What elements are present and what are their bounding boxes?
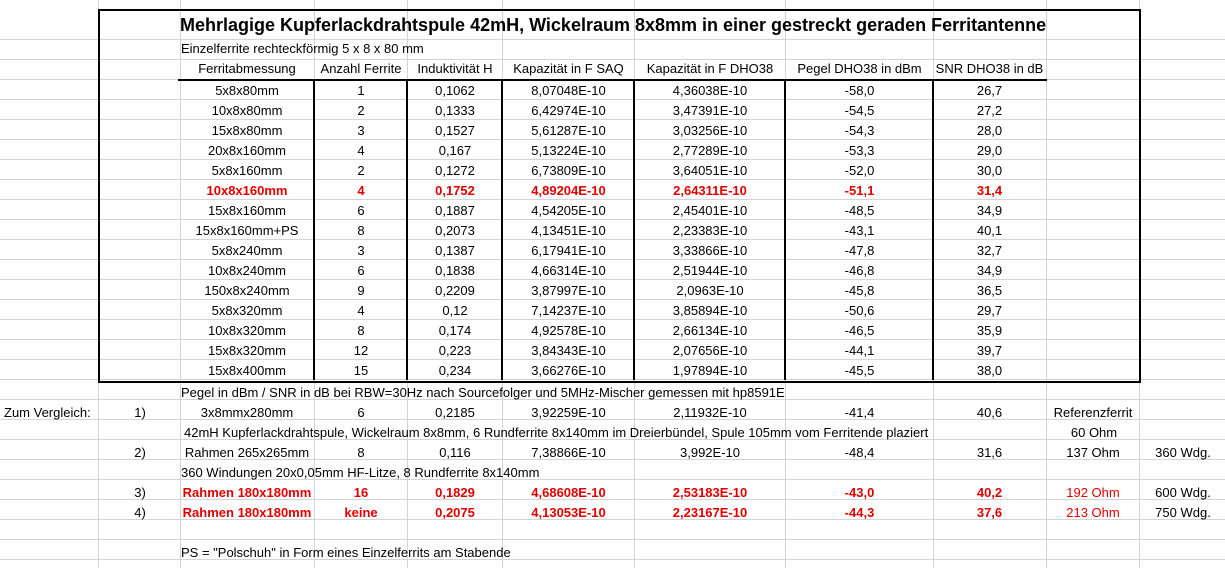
cell-kapazitaet-saq: 6,42974E-10 — [531, 103, 606, 118]
cell-anzahl: 6 — [357, 263, 365, 278]
cell-snr: 31,4 — [976, 183, 1003, 198]
cell-kapazitaet-dho38: 2,64311E-10 — [673, 183, 747, 198]
cell-induktivitaet: 0,167 — [438, 143, 472, 158]
compare-cell-kapazitaet-saq: 4,13053E-10 — [531, 505, 606, 520]
cell-snr: 39,7 — [976, 343, 1003, 358]
cell-kapazitaet-saq: 4,66314E-10 — [531, 263, 606, 278]
cell-kapazitaet-dho38: 2,0963E-10 — [676, 283, 744, 298]
cell-ferritabmessung: 5x8x80mm — [215, 83, 279, 98]
cell-induktivitaet: 0,1752 — [435, 183, 475, 198]
cell-anzahl: 12 — [353, 343, 369, 358]
cell-pegel: -51,1 — [844, 183, 875, 198]
compare-cell-kapazitaet-dho38: 2,23167E-10 — [672, 505, 748, 520]
compare-number: 3) — [134, 485, 146, 500]
cell-kapazitaet-saq: 8,07048E-10 — [531, 83, 606, 98]
cell-induktivitaet: 0,1527 — [435, 123, 475, 138]
cell-snr: 29,0 — [976, 143, 1003, 158]
compare-number: 1) — [134, 405, 146, 420]
cell-anzahl: 2 — [357, 103, 365, 118]
cell-pegel: -45,8 — [844, 283, 875, 298]
cell-kapazitaet-saq: 5,13224E-10 — [531, 143, 606, 158]
cell-ferritabmessung: 5x8x160mm — [211, 163, 283, 178]
cell-anzahl: 3 — [357, 123, 365, 138]
compare-number: 2) — [134, 445, 146, 460]
cell-kapazitaet-dho38: 1,97894E-10 — [672, 363, 748, 378]
cell-anzahl: 4 — [357, 303, 365, 318]
header-kapazitaet-dho38: Kapazität in F DHO38 — [646, 61, 774, 76]
cell-kapazitaet-saq: 7,14237E-10 — [531, 303, 606, 318]
footnote: PS = "Polschuh" in Form eines Einzelferrits am Stabende — [181, 545, 511, 560]
cell-induktivitaet: 0,223 — [438, 343, 472, 358]
compare-cell-induktivitaet: 0,116 — [439, 445, 471, 460]
cell-ferritabmessung: 10x8x160mm — [206, 183, 288, 198]
header-snr: SNR DHO38 in dB — [935, 61, 1044, 76]
cell-pegel: -52,0 — [844, 163, 875, 178]
compare-cell-kapazitaet-dho38: 2,53183E-10 — [672, 485, 748, 500]
cell-pegel: -58,0 — [844, 83, 875, 98]
cell-ferritabmessung: 20x8x160mm — [207, 143, 287, 158]
cell-anzahl: 9 — [357, 283, 365, 298]
cell-pegel: -46,8 — [844, 263, 875, 278]
cell-ferritabmessung: 5x8x320mm — [211, 303, 283, 318]
compare-cell-ferritabmessung: Rahmen 180x180mm — [182, 485, 312, 500]
cell-kapazitaet-dho38: 3,64051E-10 — [672, 163, 748, 178]
grid-row-line — [0, 539, 1225, 540]
cell-induktivitaet: 0,1838 — [435, 263, 475, 278]
compare-cell-pegel: -44,3 — [844, 505, 875, 520]
subtitle: Einzelferrite rechteckförmig 5 x 8 x 80 mm — [181, 41, 424, 56]
cell-kapazitaet-dho38: 2,45401E-10 — [672, 203, 748, 218]
cell-pegel: -54,3 — [844, 123, 875, 138]
compare-cell-induktivitaet: 0,2075 — [435, 505, 475, 520]
cell-kapazitaet-saq: 4,54205E-10 — [531, 203, 606, 218]
compare-cell-snr: 40,2 — [976, 485, 1003, 500]
cell-induktivitaet: 0,1272 — [435, 163, 475, 178]
cell-kapazitaet-dho38: 2,07656E-10 — [672, 343, 748, 358]
compare-cell-kapazitaet-saq: 3,92259E-10 — [531, 405, 606, 420]
note-reference-ferrite: 42mH Kupferlackdrahtspule, Wickelraum 8x8mm, 6 Rundferrite 8x140mm im Dreierbündel, Spule 105mm vom Ferritende plaziert — [184, 425, 929, 440]
compare-cell-ferritabmessung: Rahmen 180x180mm — [182, 505, 312, 520]
compare-ohm: 192 Ohm — [1066, 485, 1120, 500]
cell-kapazitaet-dho38: 3,85894E-10 — [672, 303, 748, 318]
cell-kapazitaet-saq: 5,61287E-10 — [531, 123, 606, 138]
cell-anzahl: 15 — [353, 363, 369, 378]
compare-cell-pegel: -43,0 — [844, 485, 875, 500]
cell-pegel: -45,5 — [844, 363, 875, 378]
cell-snr: 35,9 — [976, 323, 1003, 338]
cell-snr: 34,9 — [976, 203, 1003, 218]
cell-pegel: -47,8 — [844, 243, 875, 258]
cell-pegel: -43,1 — [844, 223, 875, 238]
compare-cell-anzahl: 6 — [357, 405, 365, 420]
compare-windings: 360 Wdg. — [1155, 445, 1211, 460]
cell-kapazitaet-dho38: 3,47391E-10 — [672, 103, 748, 118]
cell-kapazitaet-dho38: 3,03256E-10 — [672, 123, 748, 138]
compare-windings: 750 Wdg. — [1155, 505, 1211, 520]
cell-ferritabmessung: 10x8x240mm — [207, 263, 287, 278]
cell-snr: 34,9 — [976, 263, 1003, 278]
cell-anzahl: 8 — [357, 223, 365, 238]
cell-snr: 40,1 — [976, 223, 1003, 238]
cell-kapazitaet-saq: 6,73809E-10 — [531, 163, 606, 178]
cell-induktivitaet: 0,1333 — [435, 103, 475, 118]
sheet-title: Mehrlagige Kupferlackdrahtspule 42mH, Wickelraum 8x8mm in einer gestreckt geraden Ferritantenne — [180, 15, 1047, 35]
cell-induktivitaet: 0,234 — [438, 363, 472, 378]
cell-ferritabmessung: 10x8x80mm — [211, 103, 283, 118]
compare-cell-anzahl: keine — [344, 505, 378, 520]
cell-kapazitaet-saq: 4,92578E-10 — [531, 323, 606, 338]
cell-ferritabmessung: 15x8x320mm — [207, 343, 287, 358]
cell-pegel: -46,5 — [844, 323, 875, 338]
compare-cell-anzahl: 8 — [357, 445, 365, 460]
compare-ohm: 213 Ohm — [1066, 505, 1120, 520]
cell-induktivitaet: 0,2209 — [435, 283, 475, 298]
cell-snr: 28,0 — [976, 123, 1003, 138]
cell-kapazitaet-saq: 3,87997E-10 — [531, 283, 606, 298]
cell-pegel: -48,5 — [844, 203, 875, 218]
compare-cell-kapazitaet-dho38: 2,11932E-10 — [673, 405, 747, 420]
cell-kapazitaet-dho38: 2,23383E-10 — [672, 223, 748, 238]
cell-snr: 30,0 — [976, 163, 1003, 178]
cell-induktivitaet: 0,2073 — [435, 223, 475, 238]
cell-anzahl: 3 — [357, 243, 365, 258]
compare-cell-kapazitaet-saq: 7,38866E-10 — [531, 445, 606, 460]
cell-kapazitaet-dho38: 4,36038E-10 — [672, 83, 748, 98]
cell-snr: 27,2 — [976, 103, 1003, 118]
cell-ferritabmessung: 10x8x320mm — [207, 323, 287, 338]
cell-ferritabmessung: 15x8x80mm — [211, 123, 283, 138]
compare-windings — [1142, 403, 1224, 423]
cell-kapazitaet-dho38: 3,33866E-10 — [672, 243, 748, 258]
cell-ferritabmessung: 5x8x240mm — [211, 243, 283, 258]
cell-induktivitaet: 0,174 — [438, 323, 472, 338]
header-ferritabmessung: Ferritabmessung — [198, 61, 296, 76]
reference-ohm: 60 Ohm — [1070, 425, 1118, 440]
cell-snr: 38,0 — [976, 363, 1003, 378]
cell-kapazitaet-dho38: 2,51944E-10 — [672, 263, 748, 278]
compare-cell-kapazitaet-saq: 4,68608E-10 — [531, 485, 606, 500]
compare-ohm: Referenzferrit — [1053, 405, 1133, 420]
cell-ferritabmessung: 15x8x400mm — [207, 363, 287, 378]
cell-pegel: -53,3 — [844, 143, 875, 158]
compare-label: Zum Vergleich: — [4, 405, 91, 420]
compare-cell-ferritabmessung: 3x8mmx280mm — [200, 405, 294, 420]
cell-kapazitaet-saq: 4,89204E-10 — [531, 183, 606, 198]
cell-kapazitaet-saq: 4,13451E-10 — [531, 223, 606, 238]
cell-snr: 26,7 — [976, 83, 1003, 98]
cell-ferritabmessung: 15x8x160mm+PS — [195, 223, 299, 238]
cell-induktivitaet: 0,12 — [442, 303, 468, 318]
note-measurement: Pegel in dBm / SNR in dB bei RBW=30Hz nach Sourcefolger und 5MHz-Mischer gemessen mit hp8591E — [181, 385, 785, 400]
cell-kapazitaet-dho38: 2,66134E-10 — [672, 323, 748, 338]
compare-ohm: 137 Ohm — [1066, 445, 1120, 460]
cell-snr: 29,7 — [976, 303, 1003, 318]
cell-anzahl: 6 — [357, 203, 365, 218]
compare-cell-snr: 31,6 — [976, 445, 1003, 460]
cell-pegel: -50,6 — [844, 303, 875, 318]
header-kapazitaet-saq: Kapazität in F SAQ — [513, 61, 624, 76]
header-pegel: Pegel DHO38 in dBm — [797, 61, 922, 76]
cell-snr: 36,5 — [976, 283, 1003, 298]
compare-cell-pegel: -48,4 — [844, 445, 875, 460]
compare-cell-ferritabmessung: Rahmen 265x265mm — [184, 445, 310, 460]
cell-pegel: -44,1 — [844, 343, 875, 358]
cell-snr: 32,7 — [976, 243, 1003, 258]
compare-cell-snr: 40,6 — [976, 405, 1003, 420]
compare-cell-pegel: -41,4 — [844, 405, 875, 420]
compare-number: 4) — [134, 505, 146, 520]
cell-ferritabmessung: 15x8x160mm — [207, 203, 287, 218]
cell-anzahl: 8 — [357, 323, 365, 338]
cell-induktivitaet: 0,1062 — [435, 83, 475, 98]
cell-pegel: -54,5 — [844, 103, 875, 118]
compare-cell-snr: 37,6 — [976, 505, 1003, 520]
cell-anzahl: 4 — [357, 183, 365, 198]
cell-anzahl: 1 — [357, 83, 365, 98]
cell-induktivitaet: 0,1887 — [435, 203, 475, 218]
compare-windings: 600 Wdg. — [1155, 485, 1211, 500]
note-frame-antenna: 360 Windungen 20x0,05mm HF-Litze, 8 Rundferrite 8x140mm — [181, 465, 540, 480]
cell-kapazitaet-dho38: 2,77289E-10 — [672, 143, 748, 158]
cell-kapazitaet-saq: 3,84343E-10 — [531, 343, 606, 358]
cell-kapazitaet-saq: 6,17941E-10 — [531, 243, 606, 258]
compare-cell-induktivitaet: 0,2185 — [435, 405, 475, 420]
cell-anzahl: 4 — [357, 143, 365, 158]
compare-cell-anzahl: 16 — [353, 485, 369, 500]
cell-anzahl: 2 — [357, 163, 365, 178]
cell-induktivitaet: 0,1387 — [435, 243, 475, 258]
cell-kapazitaet-saq: 3,66276E-10 — [531, 363, 606, 378]
header-anzahl-ferrite: Anzahl Ferrite — [320, 61, 402, 76]
compare-cell-kapazitaet-dho38: 3,992E-10 — [680, 445, 740, 460]
compare-cell-induktivitaet: 0,1829 — [435, 485, 475, 500]
header-induktivitaet: Induktivität H — [417, 61, 493, 76]
cell-ferritabmessung: 150x8x240mm — [204, 283, 290, 298]
